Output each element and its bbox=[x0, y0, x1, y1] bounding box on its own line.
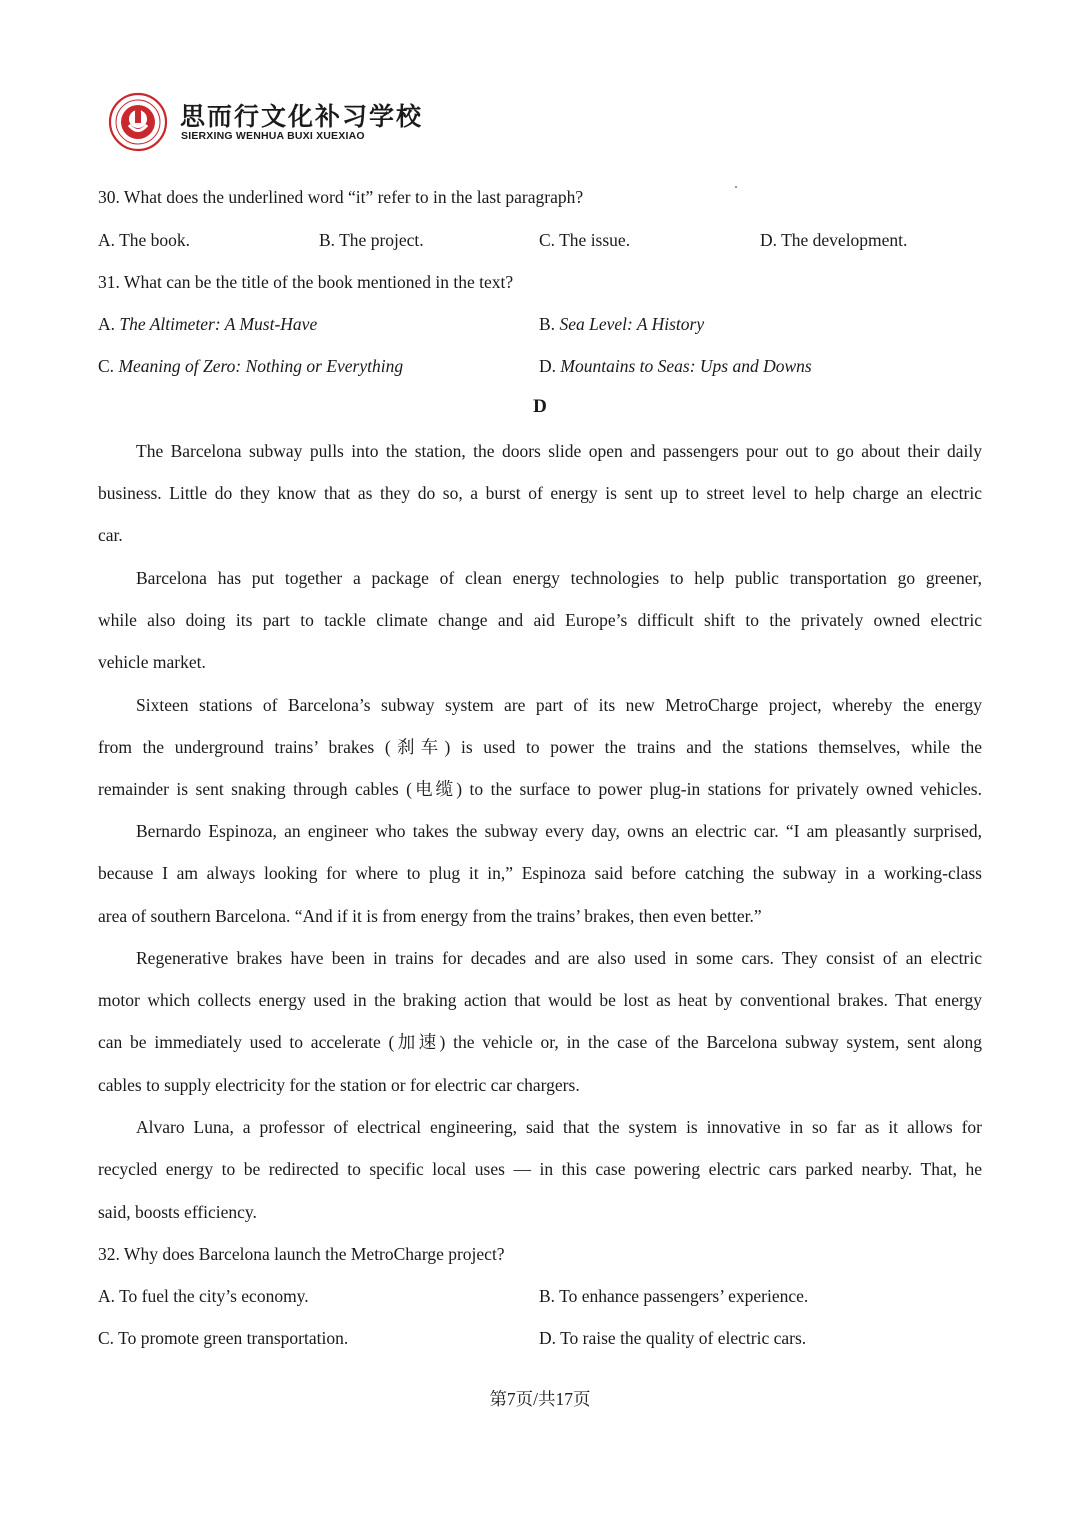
option-30-a: A. The book. bbox=[98, 230, 191, 250]
option-31-d bbox=[539, 354, 812, 378]
option-31-a bbox=[98, 312, 317, 336]
school-name-cn: 思而行文化补习学校 bbox=[180, 102, 424, 131]
passage-line: remainder is sent snaking through cables (电缆) to the surface to power plug-in stations for privately owned vehicles. bbox=[98, 779, 982, 799]
option-31-b bbox=[539, 312, 704, 336]
passage-line: motor which collects energy used in the braking action that would be lost as heat by conventional brakes. That energy bbox=[98, 990, 982, 1010]
passage-line: Regenerative brakes have been in trains for decades and are also used in some cars. They consist of an electric bbox=[136, 948, 982, 968]
passage-line: can be immediately used to accelerate (加速) the vehicle or, in the case of the Barcelona subway system, sent along bbox=[98, 1032, 982, 1052]
option-letter: B. bbox=[539, 314, 560, 334]
book-title: Sea Level: A History bbox=[559, 314, 705, 334]
passage-line: Bernardo Espinoza, an engineer who takes the subway every day, owns an electric car. “I am pleasantly surprised, bbox=[136, 821, 982, 841]
option-letter: D. bbox=[539, 356, 561, 376]
option-32-c: C. To promote green transportation. bbox=[98, 1328, 349, 1348]
passage-line: vehicle market. bbox=[98, 652, 206, 672]
school-name-en: SIERXING WENHUA BUXI XUEXIAO bbox=[181, 130, 365, 142]
option-30-b: B. The project. bbox=[319, 230, 424, 250]
book-title: Mountains to Seas: Ups and Downs bbox=[560, 356, 812, 376]
option-32-a: A. To fuel the city’s economy. bbox=[98, 1286, 309, 1306]
passage-line: said, boosts efficiency. bbox=[98, 1202, 257, 1222]
question-32: 32. Why does Barcelona launch the MetroCharge project? bbox=[98, 1244, 505, 1264]
section-heading: D bbox=[533, 396, 547, 417]
question-30: 30. What does the underlined word “it” refer to in the last paragraph? bbox=[98, 187, 584, 207]
passage-line: because I am always looking for where to plug it in,” Espinoza said before catching the subway in a working-class bbox=[98, 863, 982, 883]
passage-line: area of southern Barcelona. “And if it is from energy from the trains’ brakes, then even better.” bbox=[98, 906, 762, 926]
passage-line: cables to supply electricity for the station or for electric car chargers. bbox=[98, 1075, 580, 1095]
passage-line: Alvaro Luna, a professor of electrical engineering, said that the system is innovative in so far as it allows for bbox=[136, 1117, 982, 1137]
passage-line: from the underground trains’ brakes (刹车) is used to power the trains and the stations themselves, while the bbox=[98, 737, 982, 757]
passage-line: car. bbox=[98, 525, 123, 545]
book-title: The Altimeter: A Must-Have bbox=[119, 314, 318, 334]
option-31-c bbox=[98, 354, 403, 378]
passage-line: Sixteen stations of Barcelona’s subway system are part of its new MetroCharge project, whereby the energy bbox=[136, 695, 982, 715]
passage-line: The Barcelona subway pulls into the station, the doors slide open and passengers pour out to go about their daily bbox=[136, 441, 982, 461]
option-letter: A. bbox=[98, 314, 120, 334]
option-32-d: D. To raise the quality of electric cars. bbox=[539, 1328, 807, 1348]
option-32-b: B. To enhance passengers’ experience. bbox=[539, 1286, 809, 1306]
page-number: 第7页/共17页 bbox=[489, 1389, 591, 1409]
school-seal-icon bbox=[108, 92, 168, 152]
passage-line: business. Little do they know that as they do so, a burst of energy is sent up to street level to help charge an electric bbox=[98, 483, 982, 503]
option-letter: C. bbox=[98, 356, 119, 376]
question-31: 31. What can be the title of the book mentioned in the text? bbox=[98, 272, 514, 292]
page-header bbox=[108, 92, 424, 154]
passage-line: Barcelona has put together a package of clean energy technologies to help public transportation go greener, bbox=[136, 568, 982, 588]
passage-line: recycled energy to be redirected to specific local uses — in this case powering electric cars parked nearby. That, he bbox=[98, 1159, 982, 1179]
passage-line: while also doing its part to tackle climate change and aid Europe’s difficult shift to the privately owned electric bbox=[98, 610, 982, 630]
option-30-c: C. The issue. bbox=[539, 230, 631, 250]
option-30-d: D. The development. bbox=[760, 230, 908, 250]
book-title: Meaning of Zero: Nothing or Everything bbox=[118, 356, 404, 376]
